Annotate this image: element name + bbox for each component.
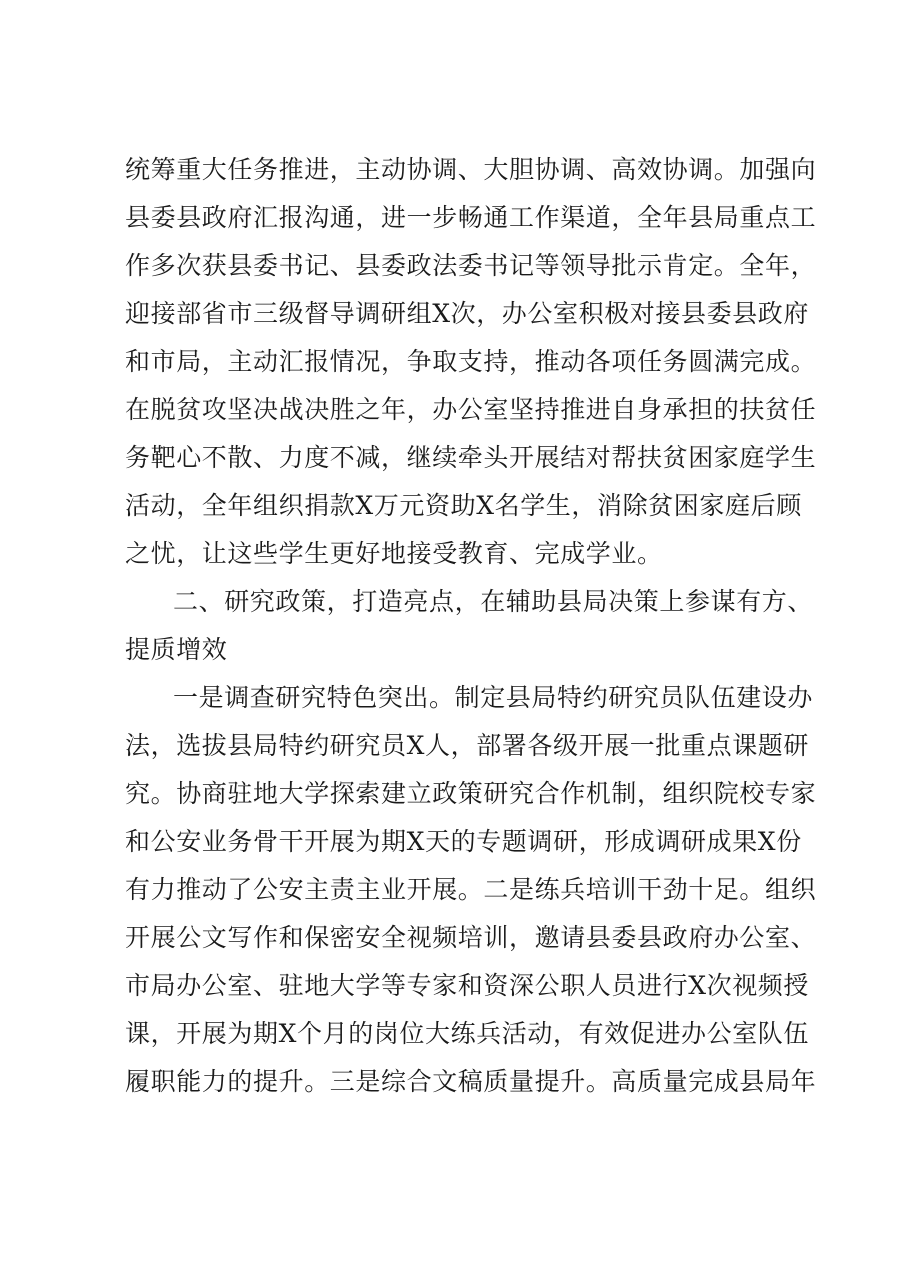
paragraph-line: 课，开展为期X个月的岗位大练兵活动，有效促进办公室队伍 xyxy=(125,1019,809,1048)
paragraph-line: 法，选拔县局特约研究员X人，部署各级开展一批重点课题研 xyxy=(125,731,809,760)
paragraph-line: 在脱贫攻坚决战决胜之年，办公室坚持推进自身承担的扶贫任 xyxy=(125,395,817,424)
paragraph-line: 迎接部省市三级督导调研组X次，办公室积极对接县委县政府 xyxy=(125,299,809,328)
paragraph-line: 和市局，主动汇报情况，争取支持，推动各项任务圆满完成。 xyxy=(125,347,817,376)
paragraph-line: 开展公文写作和保密安全视频培训，邀请县委县政府办公室、 xyxy=(125,923,817,952)
paragraph-line: 履职能力的提升。三是综合文稿质量提升。高质量完成县局年 xyxy=(125,1067,817,1096)
paragraph-line: 务靶心不散、力度不减，继续牵头开展结对帮扶贫困家庭学生 xyxy=(125,443,817,472)
paragraph-line: 作多次获县委书记、县委政法委书记等领导批示肯定。全年， xyxy=(125,251,817,280)
paragraph-line: 究。协商驻地大学探索建立政策研究合作机制，组织院校专家 xyxy=(125,779,817,808)
paragraph-line: 一是调查研究特色突出。制定县局特约研究员队伍建设办 xyxy=(173,683,814,712)
paragraph-line: 县委县政府汇报沟通，进一步畅通工作渠道，全年县局重点工 xyxy=(125,203,817,232)
paragraph-line: 有力推动了公安主责主业开展。二是练兵培训干劲十足。组织 xyxy=(125,875,817,904)
section-heading-line: 提质增效 xyxy=(125,635,228,664)
paragraph-line: 和公安业务骨干开展为期X天的专题调研，形成调研成果X份 xyxy=(125,827,802,856)
section-heading-line: 二、研究政策，打造亮点，在辅助县局决策上参谋有方、 xyxy=(173,587,814,616)
paragraph-line: 活动，全年组织捐款X万元资助X名学生，消除贫困家庭后顾 xyxy=(125,491,802,520)
paragraph-line: 统筹重大任务推进，主动协调、大胆协调、高效协调。加强向 xyxy=(125,155,817,184)
paragraph-line: 之忧，让这些学生更好地接受教育、完成学业。 xyxy=(125,539,663,568)
paragraph-line: 市局办公室、驻地大学等专家和资深公职人员进行X次视频授 xyxy=(125,971,809,1000)
